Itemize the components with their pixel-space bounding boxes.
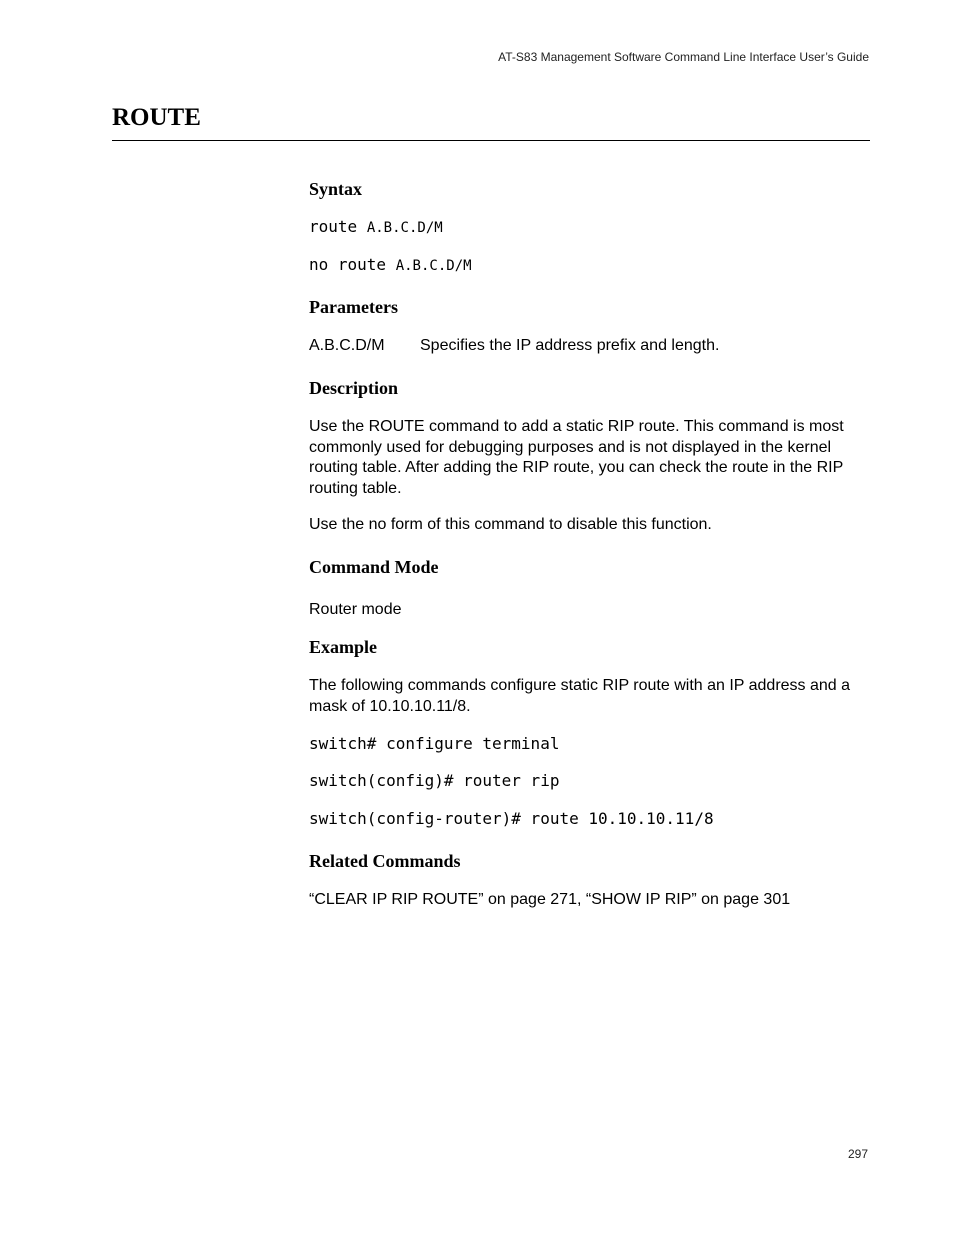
related-commands-heading: Related Commands — [309, 851, 461, 871]
description-paragraph-2: Use the no form of this command to disable this function. — [309, 516, 712, 533]
running-header: AT-S83 Management Software Command Line Interface User’s Guide — [498, 50, 869, 64]
syntax-argument: A.B.C.D/M — [395, 258, 472, 274]
example-heading: Example — [309, 637, 378, 657]
page-number: 297 — [847, 1147, 868, 1161]
parameter-description: Specifies the IP address prefix and length. — [420, 337, 720, 354]
syntax-line-1 — [309, 217, 443, 236]
syntax-argument: A.B.C.D/M — [366, 220, 443, 236]
command-mode-text: Router mode — [309, 601, 402, 618]
syntax-command: no route — [309, 255, 387, 274]
example-command: switch(config)# router rip — [309, 771, 560, 790]
description-heading: Description — [309, 378, 398, 398]
syntax-command: route — [309, 217, 358, 236]
example-command: switch(config-router)# route 10.10.10.11/8 — [309, 809, 714, 828]
parameter-name: A.B.C.D/M — [309, 337, 385, 354]
example-command: switch# configure terminal — [309, 734, 560, 753]
related-commands-text: “CLEAR IP RIP ROUTE” on page 271, “SHOW IP RIP” on page 301 — [309, 891, 791, 908]
example-intro: The following commands configure static RIP route with an IP address and a mask of 10.10.10.11/8. — [309, 677, 851, 715]
title-rule — [112, 140, 870, 141]
page-title: ROUTE — [112, 104, 201, 131]
syntax-line-2 — [309, 255, 472, 274]
command-mode-heading: Command Mode — [309, 557, 439, 577]
syntax-heading: Syntax — [309, 179, 363, 199]
parameters-heading: Parameters — [309, 297, 398, 317]
description-paragraph-1: Use the ROUTE command to add a static RIP route. This command is most commonly used for debugging purposes and is not displayed in the kernel routing table. After adding the RIP route, you can check the route in the RIP routing table. — [309, 418, 844, 497]
